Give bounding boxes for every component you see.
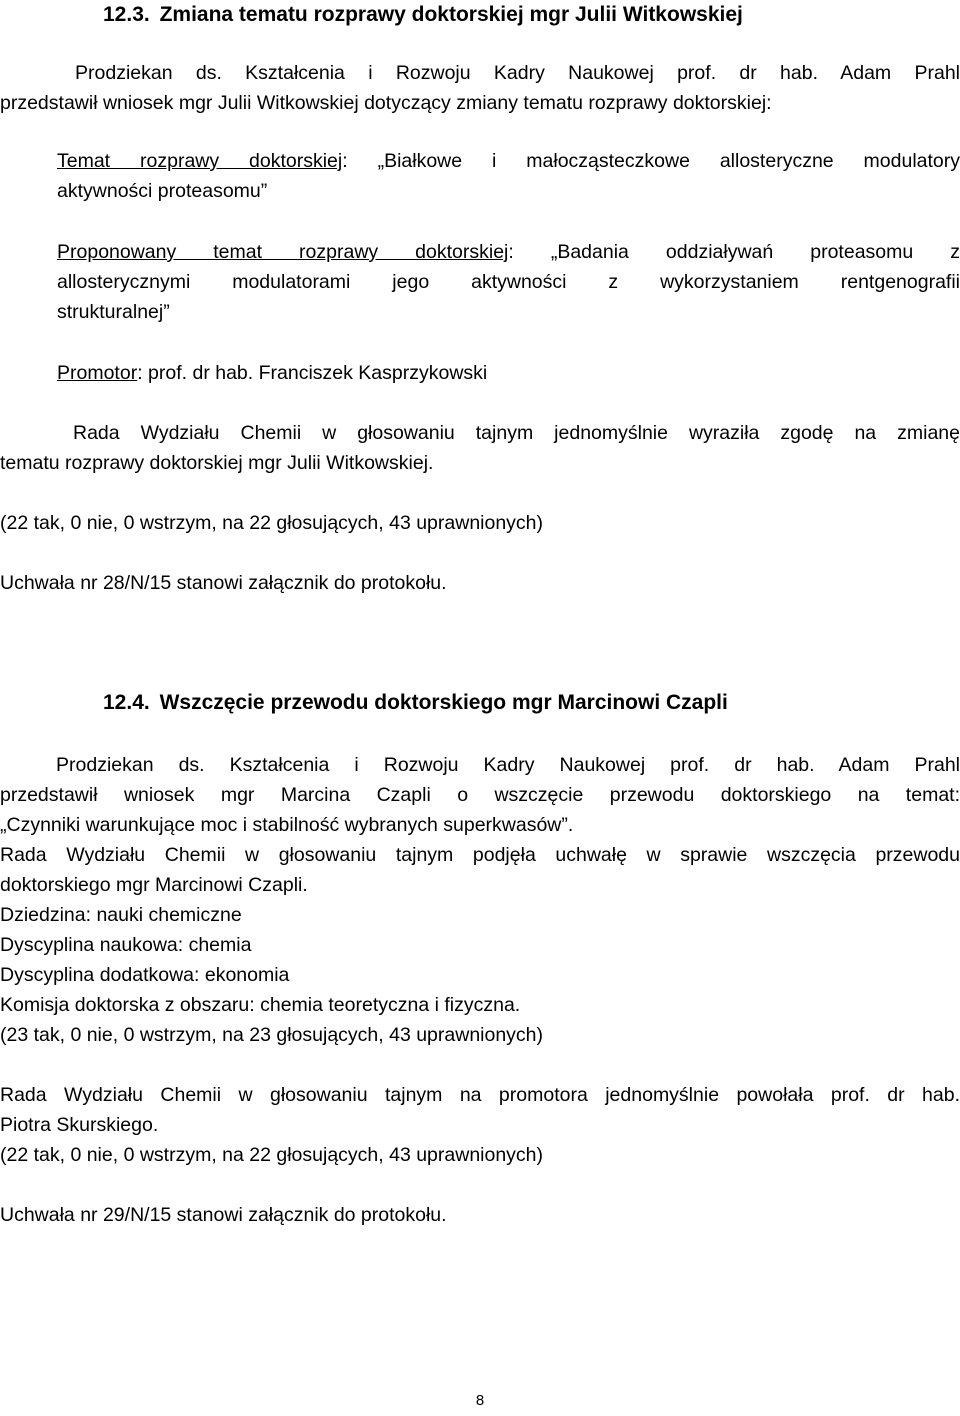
promotor-label: Promotor: [57, 362, 138, 384]
section-number: 12.4.: [103, 691, 150, 714]
current-topic-label: Temat rozprawy doktorskiej: [57, 150, 343, 172]
current-topic-text: : „Białkowe i małocząsteczkowe allosteryczne modulatory: [342, 150, 960, 172]
proposed-topic-continuation: strukturalnej”: [57, 301, 170, 323]
vote-result: (22 tak, 0 nie, 0 wstrzym, na 22 głosujących, 43 uprawnionych): [0, 1144, 544, 1166]
decision-line: doktorskiego mgr Marcinowi Czapli.: [0, 874, 308, 896]
promotor-decision-line: Rada Wydziału Chemii w głosowaniu tajnym na promotora jednomyślnie powołała prof. dr hab.: [0, 1084, 960, 1106]
intro-line: przedstawił wniosek mgr Julii Witkowskiej dotyczący zmiany tematu rozprawy doktorskiej:: [0, 92, 772, 114]
intro-line: Prodziekan ds. Kształcenia i Rozwoju Kadry Naukowej prof. dr hab. Adam Prahl: [56, 754, 960, 776]
field-line: Dziedzina: nauki chemiczne: [0, 904, 242, 926]
section-heading-12-4: [0, 688, 960, 718]
proposed-topic-continuation: allosterycznymi modulatorami jego aktywności z wykorzystaniem rentgenografii: [57, 271, 960, 293]
promotor-decision-line: Piotra Skurskiego.: [0, 1114, 159, 1136]
resolution-note: Uchwała nr 29/N/15 stanowi załącznik do protokołu.: [0, 1204, 447, 1226]
committee-line: Komisja doktorska z obszaru: chemia teoretyczna i fizyczna.: [0, 994, 521, 1016]
discipline-line: Dyscyplina naukowa: chemia: [0, 934, 252, 956]
proposed-topic-label: Proponowany temat rozprawy doktorskiej: [57, 241, 509, 263]
vote-result: (23 tak, 0 nie, 0 wstrzym, na 23 głosujących, 43 uprawnionych): [0, 1024, 544, 1046]
section-heading-12-3: [0, 0, 960, 30]
section-title: Wszczęcie przewodu doktorskiego mgr Marcinowi Czapli: [159, 691, 728, 714]
resolution-note: Uchwała nr 28/N/15 stanowi załącznik do protokołu.: [0, 572, 447, 594]
decision-line: Rada Wydziału Chemii w głosowaniu tajnym podjęła uchwałę w sprawie wszczęcia przewodu: [0, 844, 960, 866]
vote-result: (22 tak, 0 nie, 0 wstrzym, na 22 głosujących, 43 uprawnionych): [0, 512, 544, 534]
section-title: Zmiana tematu rozprawy doktorskiej mgr Julii Witkowskiej: [159, 3, 743, 26]
current-topic-line: [0, 146, 960, 176]
extra-discipline-line: Dyscyplina dodatkowa: ekonomia: [0, 964, 290, 986]
intro-line: przedstawił wniosek mgr Marcina Czapli o wszczęcie przewodu doktorskiego na temat:: [0, 784, 960, 806]
current-topic-continuation: aktywności proteasomu”: [57, 180, 268, 202]
page-number: 8: [475, 1392, 485, 1409]
proposed-topic-line: [0, 237, 960, 267]
proposed-topic-text: : „Badania oddziaływań proteasomu z: [508, 241, 960, 263]
promotor-line: [0, 358, 960, 388]
decision-line: tematu rozprawy doktorskiej mgr Julii Witkowskiej.: [0, 452, 434, 474]
topic-line: „Czynniki warunkujące moc i stabilność wybranych superkwasów”.: [0, 814, 574, 836]
decision-line: Rada Wydziału Chemii w głosowaniu tajnym jednomyślnie wyraziła zgodę na zmianę: [73, 422, 960, 444]
intro-line: Prodziekan ds. Kształcenia i Rozwoju Kadry Naukowej prof. dr hab. Adam Prahl: [75, 62, 960, 84]
promotor-value: : prof. dr hab. Franciszek Kasprzykowski: [137, 362, 488, 384]
section-number: 12.3.: [103, 3, 150, 26]
